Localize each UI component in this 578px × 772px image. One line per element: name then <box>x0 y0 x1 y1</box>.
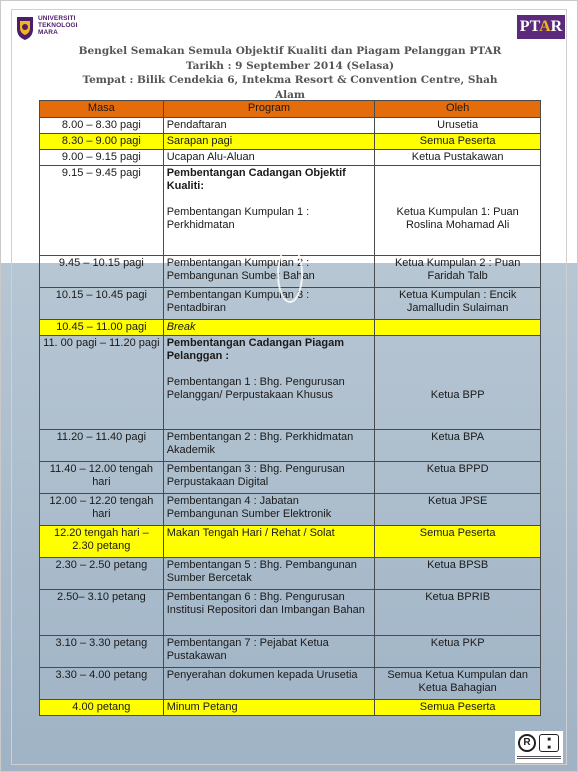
table-row <box>40 256 541 288</box>
cell-oleh <box>375 636 541 668</box>
cell-oleh <box>375 166 541 256</box>
cell-program <box>163 256 375 288</box>
cell-program <box>163 494 375 526</box>
program-text: Penyerahan dokumen kepada Urusetia <box>166 669 358 681</box>
cell-masa: 9.00 – 9.15 pagi <box>40 150 164 166</box>
oleh-text: Ketua Kumpulan 1: Puan Roslina Mohamad Ali <box>396 206 519 231</box>
column-header-program: Program <box>163 101 375 118</box>
table-row <box>40 166 541 256</box>
cell-program <box>163 636 375 668</box>
university-name <box>38 15 78 36</box>
table-row <box>40 288 541 320</box>
oleh-text: Ketua JPSE <box>427 495 488 507</box>
cell-oleh <box>375 256 541 288</box>
table-row <box>40 700 541 716</box>
cell-oleh <box>375 462 541 494</box>
cell-oleh <box>375 526 541 558</box>
quality-cert-icon: ■ ■ <box>539 734 559 752</box>
cell-program <box>163 526 375 558</box>
oleh-text: Ketua BPP <box>430 389 485 401</box>
cell-program <box>163 430 375 462</box>
program-text: Pembentangan 4 : Jabatan Pembangunan Sumber Elektronik <box>166 495 332 520</box>
cell-program <box>163 700 375 716</box>
program-text: Pembentangan 5 : Bhg. Pembangunan Sumber Bercetak <box>166 559 357 584</box>
cell-oleh <box>375 336 541 430</box>
column-header-masa: Masa <box>40 101 164 118</box>
program-text: Pembentangan 3 : Bhg. Pengurusan Perpustakaan Digital <box>166 463 345 488</box>
header-date: Tarikh : 9 September 2014 (Selasa) <box>185 59 395 72</box>
cell-program <box>163 150 375 166</box>
oleh-text: Urusetia <box>437 119 479 131</box>
uitm-logo <box>15 13 95 47</box>
cell-masa: 3.10 – 3.30 petang <box>40 636 164 668</box>
cell-masa: 3.30 – 4.00 petang <box>40 668 164 700</box>
header-venue: Tempat : Bilik Cendekia 6, Intekma Resort & Convention Centre, Shah Alam <box>82 74 498 101</box>
cell-oleh <box>375 558 541 590</box>
oleh-text: Ketua Kumpulan : Encik Jamalludin Sulaiman <box>398 289 517 314</box>
table-row <box>40 590 541 636</box>
table-row <box>40 668 541 700</box>
cell-masa: 9.15 – 9.45 pagi <box>40 166 164 256</box>
cell-masa: 2.30 – 2.50 petang <box>40 558 164 590</box>
program-text: Makan Tengah Hari / Rehat / Solat <box>166 527 335 539</box>
cert-divider <box>517 756 561 759</box>
uni-line-1: UNIVERSITI <box>38 15 76 22</box>
oleh-text: Semua Ketua Kumpulan dan Ketua Bahagian <box>387 669 528 694</box>
program-text: Break <box>166 321 196 333</box>
table-header-row <box>40 101 541 118</box>
oleh-text: Semua Peserta <box>419 701 496 713</box>
cell-program <box>163 668 375 700</box>
program-heading: Pembentangan Cadangan Piagam Pelanggan : <box>166 337 344 362</box>
schedule-table <box>39 100 541 716</box>
cell-masa: 10.45 – 11.00 pagi <box>40 320 164 336</box>
cell-oleh <box>375 118 541 134</box>
header-title: Bengkel Semakan Semula Objektif Kualiti dan Piagam Pelanggan PTAR <box>78 45 502 57</box>
cell-masa: 8.00 – 8.30 pagi <box>40 118 164 134</box>
crest-icon <box>15 15 35 41</box>
table-row <box>40 462 541 494</box>
table-row <box>40 336 541 430</box>
cell-program <box>163 134 375 150</box>
program-text: Pembentangan 6 : Bhg. Pengurusan Institusi Repositori dan Imbangan Bahan <box>166 591 365 616</box>
cell-masa: 11. 00 pagi – 11.20 pagi <box>40 336 164 430</box>
table-row <box>40 134 541 150</box>
program-text: Sarapan pagi <box>166 135 233 147</box>
program-text: Pembentangan Kumpulan 1 : Perkhidmatan <box>166 206 310 231</box>
cell-oleh <box>375 494 541 526</box>
cell-program <box>163 590 375 636</box>
program-text: Ucapan Alu-Aluan <box>166 151 255 163</box>
cell-program <box>163 320 375 336</box>
certification-badge <box>515 731 563 763</box>
cell-oleh <box>375 700 541 716</box>
table-row <box>40 430 541 462</box>
cell-oleh <box>375 590 541 636</box>
cell-masa: 12.20 tengah hari – 2.30 petang <box>40 526 164 558</box>
table-row <box>40 636 541 668</box>
cell-program <box>163 558 375 590</box>
cell-program <box>163 118 375 134</box>
cell-masa: 12.00 – 12.20 tengah hari <box>40 494 164 526</box>
program-text: Pendaftaran <box>166 119 227 131</box>
ptar-logo <box>513 15 565 49</box>
table-row <box>40 526 541 558</box>
cell-oleh <box>375 134 541 150</box>
oleh-text: Ketua BPRIB <box>425 591 491 603</box>
cell-masa: 11.40 – 12.00 tengah hari <box>40 462 164 494</box>
cell-oleh <box>375 320 541 336</box>
oleh-text: Ketua BPSB <box>427 559 489 571</box>
cell-masa: 4.00 petang <box>40 700 164 716</box>
oleh-text: Ketua PKP <box>430 637 485 649</box>
oleh-text: Ketua Kumpulan 2 : Puan Faridah Talb <box>394 257 521 282</box>
cell-masa: 11.20 – 11.40 pagi <box>40 430 164 462</box>
cell-masa: 8.30 – 9.00 pagi <box>40 134 164 150</box>
oleh-text: Ketua Pustakawan <box>411 151 504 163</box>
cell-masa: 2.50– 3.10 petang <box>40 590 164 636</box>
table-row <box>40 150 541 166</box>
cell-program <box>163 336 375 430</box>
cell-program <box>163 462 375 494</box>
table-row <box>40 320 541 336</box>
program-text: Pembentangan 7 : Pejabat Ketua Pustakawan <box>166 637 329 662</box>
table-row <box>40 558 541 590</box>
cell-oleh <box>375 150 541 166</box>
program-text: Minum Petang <box>166 701 238 713</box>
table-row <box>40 118 541 134</box>
oleh-text: Ketua BPPD <box>426 463 489 475</box>
program-text: Pembentangan Kumpulan 2 : Pembangunan Sumber Bahan <box>166 257 315 282</box>
cell-program <box>163 288 375 320</box>
program-heading: Pembentangan Cadangan Objektif Kualiti: <box>166 167 346 192</box>
oleh-text: Semua Peserta <box>419 135 496 147</box>
program-text: Pembentangan Kumpulan 3 : Pentadbiran <box>166 289 310 314</box>
cell-oleh <box>375 288 541 320</box>
uni-line-2: TEKNOLOGI <box>38 22 78 29</box>
oleh-text: Ketua BPA <box>431 431 485 443</box>
program-text: Pembentangan 1 : Bhg. Pengurusan Pelanggan/ Perpustakaan Khusus <box>166 376 345 401</box>
cell-oleh <box>375 430 541 462</box>
cell-masa: 9.45 – 10.15 pagi <box>40 256 164 288</box>
cell-oleh <box>375 668 541 700</box>
ptar-brand: PTAR <box>517 15 565 39</box>
cell-program <box>163 166 375 256</box>
document-header <box>71 44 509 102</box>
column-header-oleh: Oleh <box>375 101 541 118</box>
uni-line-3: MARA <box>38 29 58 36</box>
registered-icon: R <box>518 734 536 752</box>
cell-masa: 10.15 – 10.45 pagi <box>40 288 164 320</box>
table-row <box>40 494 541 526</box>
oleh-text: Semua Peserta <box>419 527 496 539</box>
program-text: Pembentangan 2 : Bhg. Perkhidmatan Akademik <box>166 431 354 456</box>
